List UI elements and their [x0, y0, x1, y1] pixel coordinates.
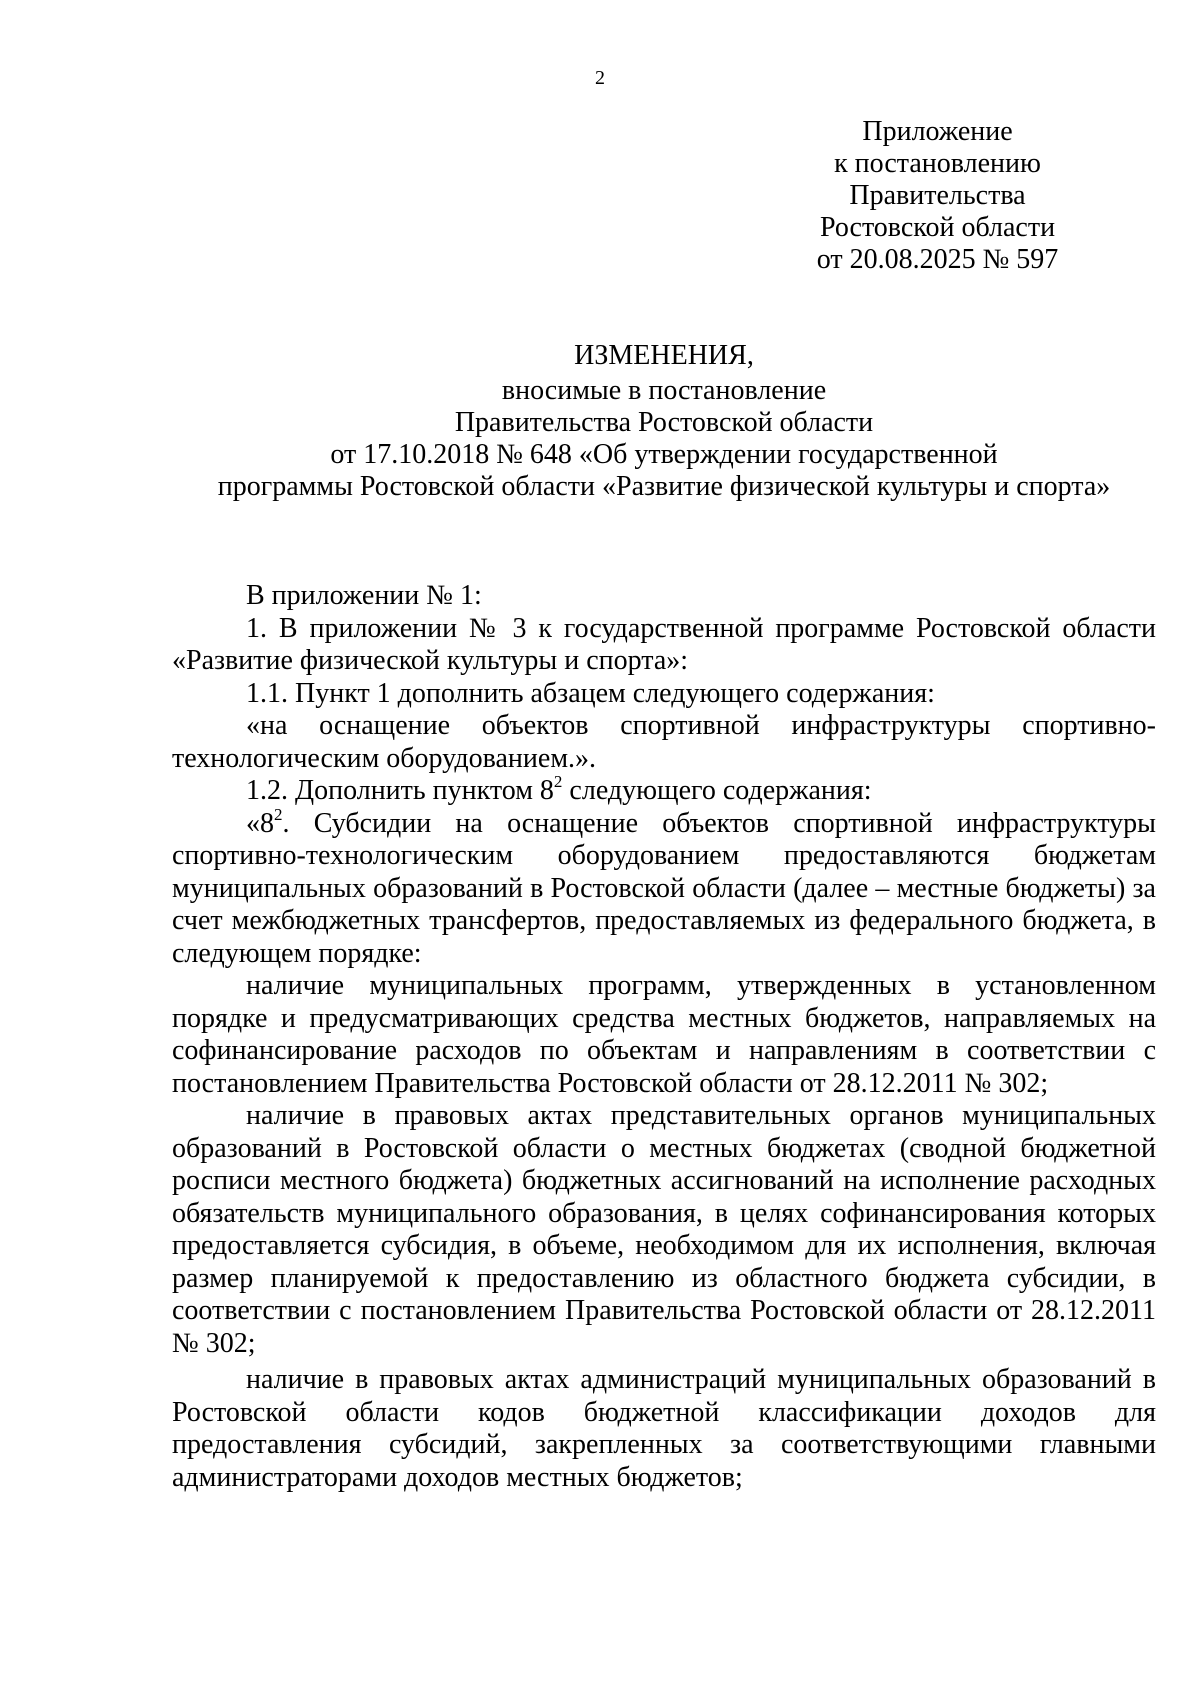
paragraph-condition-1: наличие муниципальных программ, утвержденных в установленном порядке и предусматривающих средства местных бюджетов, направляемых на софинансирование расходов по объектам и направлениям в соответствии с постановлением Правительства Ростовской области от 28.12.2011 № 302;	[172, 970, 1156, 1099]
paragraph-item-1-1: 1.1. Пункт 1 дополнить абзацем следующего содержания:	[246, 677, 935, 709]
title-line-4: программы Ростовской области «Развитие физической культуры и спорта»	[217, 471, 1111, 502]
document-title-block	[172, 340, 1156, 503]
paragraph-condition-2: наличие в правовых актах представительных органов муниципальных образований в Ростовской области о местных бюджетах (сводной бюджетной росписи местного бюджета) бюджетных ассигнований на исполнение расходных обязательств муниципального образования, в целях софинансирования которых предоставляется субсидия, в объеме, необходимом для их исполнения, включая размер планируемой к предоставлению из областного бюджета субсидии, в соответствии с постановлением Правительства Ростовской области от 28.12.2011 № 302;	[172, 1100, 1156, 1359]
paragraph-condition-3: наличие в правовых актах администраций муниципальных образований в Ростовской области кодов бюджетной классификации доходов для предоставления субсидий, закрепленных за соответствующими главными администраторами доходов местных бюджетов;	[172, 1364, 1156, 1493]
document-title: ИЗМЕНЕНИЯ,	[574, 340, 754, 371]
paragraph-item-1-2-tail: следующего содержания:	[562, 775, 872, 806]
appendix-line-1: Приложение	[862, 116, 1013, 147]
paragraph-clause-8-2	[172, 804, 1156, 971]
page-number: 2	[595, 67, 605, 89]
appendix-line-5: от 20.08.2025 № 597	[816, 244, 1059, 275]
superscript: 2	[553, 772, 563, 791]
paragraph-item-1-2-text: 1.2. Дополнить пунктом 8	[246, 775, 554, 806]
paragraph-item-1: 1. В приложении № 3 к государственной программе Ростовской области «Развитие физической культуры и спорта»:	[172, 612, 1156, 676]
title-line-3: от 17.10.2018 № 648 «Об утверждении государственной	[330, 439, 998, 470]
paragraph-item-1-2	[172, 772, 1156, 808]
clause-8-2-open: «8	[246, 807, 274, 839]
document-body	[172, 580, 1156, 1494]
paragraph-quote-1: «на оснащение объектов спортивной инфраструктуры спортивно-технологическим оборудованием.».	[172, 710, 1156, 774]
title-line-1: вносимые в постановление	[501, 375, 827, 406]
appendix-line-3: Правительства	[849, 180, 1026, 211]
appendix-header	[800, 116, 1075, 276]
appendix-line-2: к постановлению	[834, 148, 1041, 179]
title-line-2: Правительства Ростовской области	[454, 407, 874, 438]
superscript: 2	[274, 804, 283, 824]
clause-8-2-text: . Субсидии на оснащение объектов спортивной инфраструктуры спортивно-технологическим оборудованием предоставляются бюджетам муниципальных образований в Ростовской области (далее – местные бюджеты) за счет межбюджетных трансфертов, предоставляемых из федерального бюджета, в следующем порядке:	[172, 807, 1156, 969]
paragraph-intro: В приложении № 1:	[246, 580, 482, 611]
appendix-line-4: Ростовской области	[819, 212, 1056, 243]
